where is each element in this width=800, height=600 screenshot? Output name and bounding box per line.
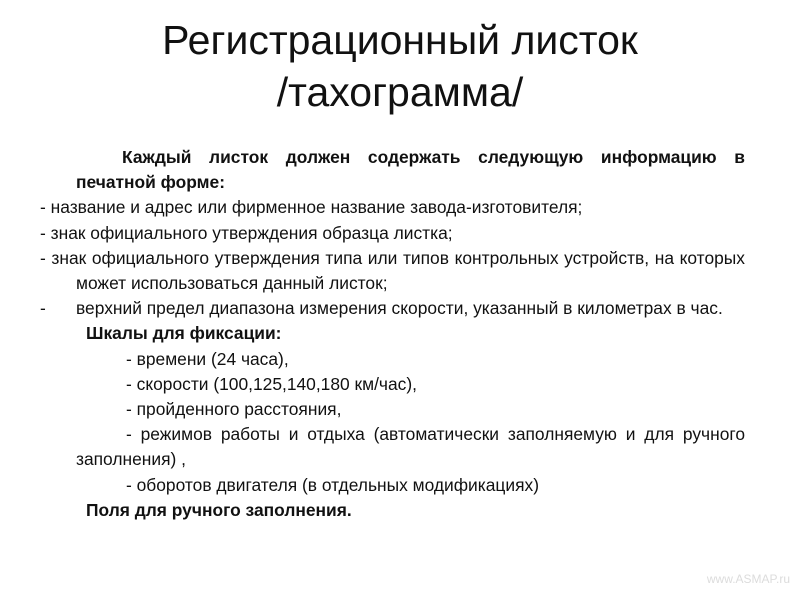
item-manufacturer: - название и адрес или фирменное название завода-изготовителя; <box>40 197 583 218</box>
bullet-mark: - <box>40 298 46 319</box>
slide-body <box>40 145 745 523</box>
scales-heading: Шкалы для фиксации: <box>86 323 282 344</box>
slide-title <box>0 14 800 118</box>
scale-item-speed: - скорости (100,125,140,180 км/час), <box>126 373 417 394</box>
item-approval-mark-devices: - знак официального утверждения типа или типов контрольных устройств, на которых может использоваться данный листок; <box>40 247 745 294</box>
scale-item-distance: - пройденного расстояния, <box>126 399 342 420</box>
intro-paragraph: Каждый листок должен содержать следующую информацию в печатной форме: <box>76 147 745 193</box>
scale-item-time: - времени (24 часа), <box>126 348 289 369</box>
item-approval-mark-sheet: - знак официального утверждения образца листка; <box>40 222 453 243</box>
manual-fields-heading: Поля для ручного заполнения. <box>86 499 352 520</box>
site-watermark: www.ASMAP.ru <box>706 572 790 586</box>
title-line-2: /тахограмма/ <box>276 69 524 115</box>
bullet-text: верхний предел диапазона измерения скорости, указанный в километрах в час. <box>76 298 723 319</box>
scale-item-rpm: - оборотов двигателя (в отдельных модификациях) <box>126 474 540 495</box>
item-speed-limit <box>40 296 745 321</box>
title-line-1: Регистрационный листок <box>162 17 638 63</box>
scale-item-modes: - режимов работы и отдыха (автоматически заполняемую и для ручного заполнения) , <box>76 424 745 470</box>
